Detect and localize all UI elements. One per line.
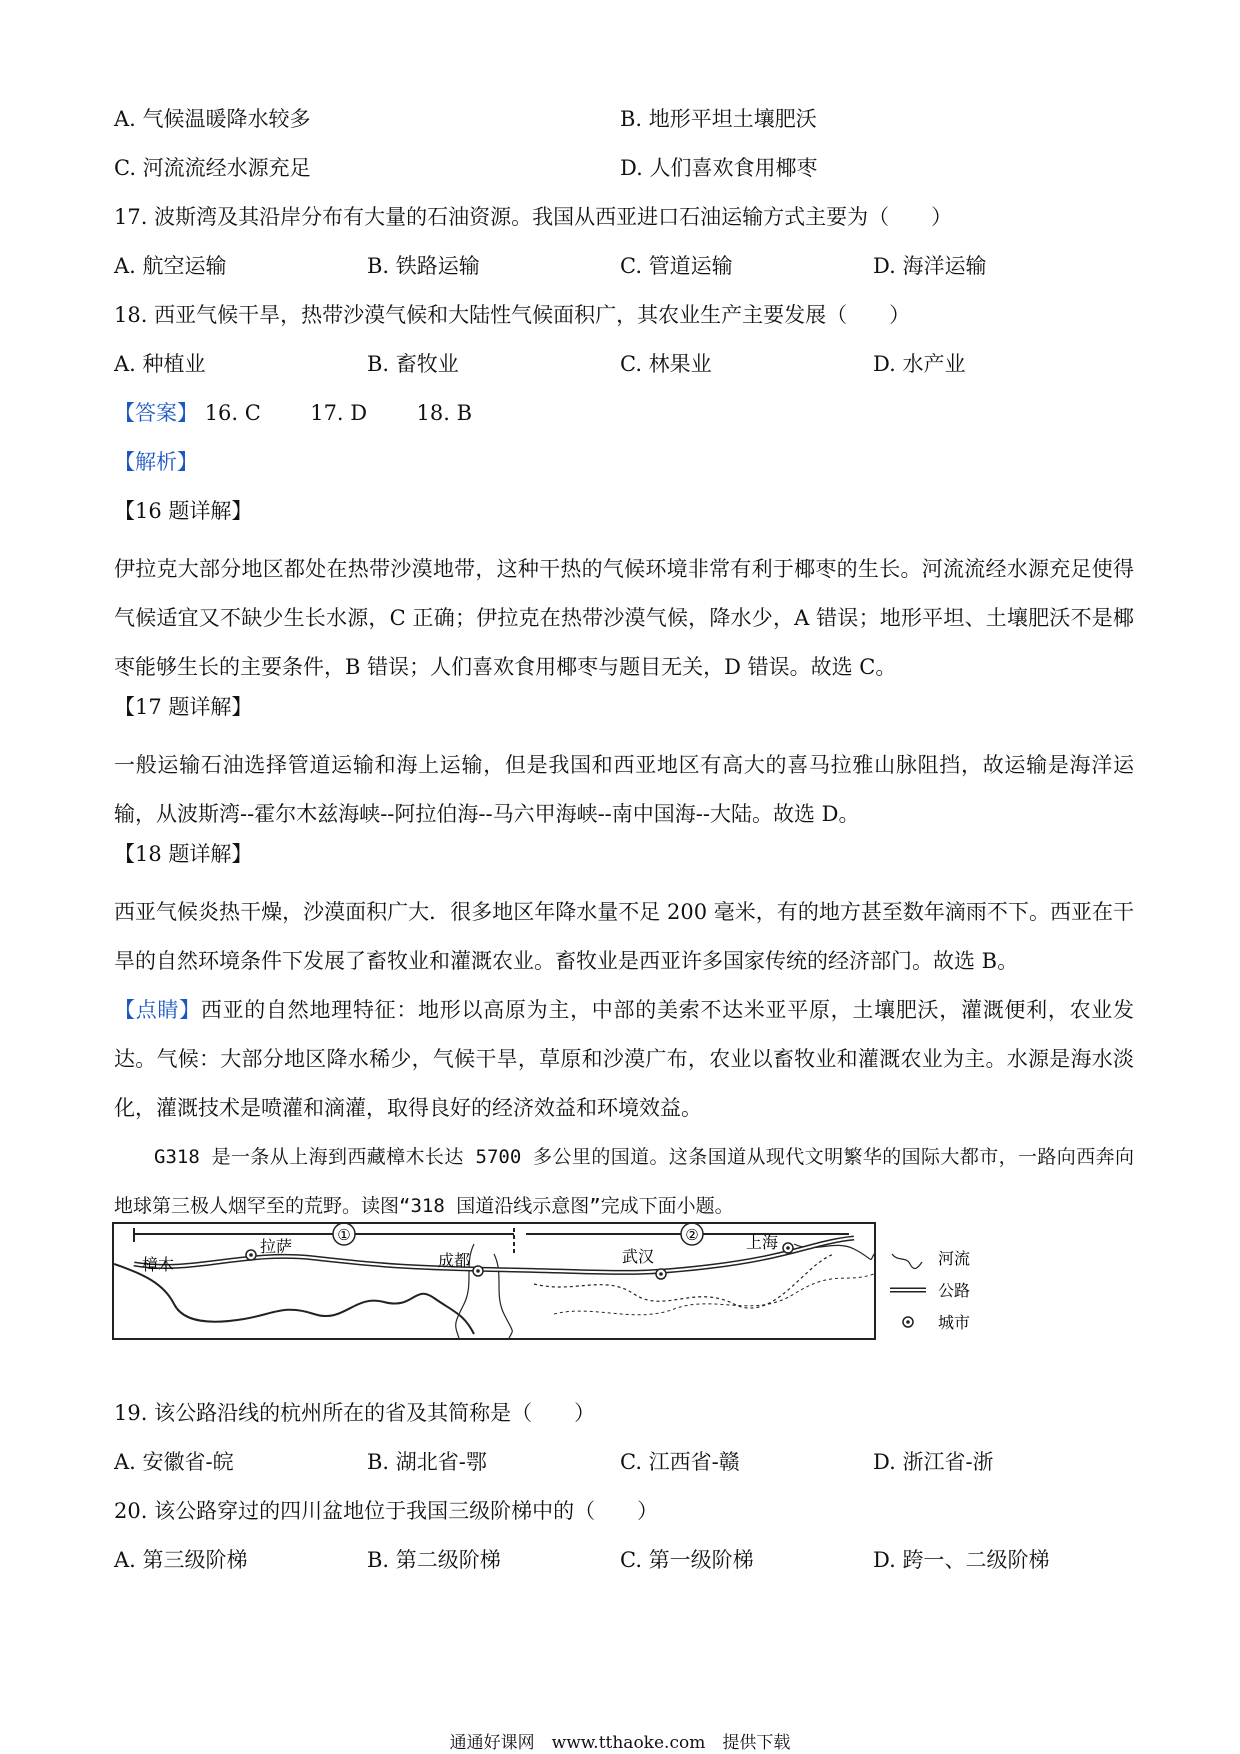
q20-stem: 20. 该公路穿过的四川盆地位于我国三级阶梯中的（ ） [114,1499,659,1523]
city-shanghai [746,1233,793,1253]
q16-option-a: A. 气候温暖降水较多 [114,107,311,131]
legend-city-label: 城市 [938,1313,971,1332]
q19-stem: 19. 该公路沿线的杭州所在的省及其简称是（ ） [114,1401,596,1425]
border-line [114,1264,474,1334]
city-lhasa-label: 拉萨 [260,1237,293,1256]
map-svg [114,1224,874,1338]
q19-option-d: D. 浙江省-浙 [873,1450,994,1474]
legend-river-label: 河流 [938,1250,971,1268]
q20-option-c: C. 第一级阶梯 [620,1548,754,1572]
detail16-text: 伊拉克大部分地区都处在热带沙漠地带，这种干热的气候环境非常有利于椰枣的生长。河流流经水源充足使得气候适宜又不缺少生长水源，C 正确；伊拉克在热带沙漠气候，降水少，A 错误；地形平坦、土壤肥沃不是椰枣能够生长的主要条件，B 错误；人们喜欢食用椰枣与题目无关，D 错误。故选 C。 [114,557,1134,679]
q17-option-c: C. 管道运输 [620,254,733,278]
q17-option-d: D. 海洋运输 [873,254,987,278]
q19-option-c: C. 江西省-赣 [620,1450,740,1474]
q20-option-d: D. 跨一、二级阶梯 [873,1548,1050,1572]
segment-2-label: ② [685,1226,699,1244]
dianjing-tag: 【点睛】 [114,998,201,1022]
answer-tag: 【答案】 [114,401,198,425]
city-chengdu [438,1251,483,1276]
page-footer: 通通好课网 www.tthaoke.com 提供下载 [449,1733,791,1753]
city-zhangmu-label: 樟木 [142,1255,175,1274]
q16-option-b: B. 地形平坦土壤肥沃 [620,107,817,131]
dianjing-text: 西亚的自然地理特征：地形以高原为主，中部的美索不达米亚平原，土壤肥沃，灌溉便利，农业发达。气候：大部分地区降水稀少，气候干旱，草原和沙漠广布，农业以畜牧业和灌溉农业为主。水源是海水淡化，灌溉技术是喷灌和滴灌，取得良好的经济效益和环境效益。 [114,998,1135,1120]
q18-option-d: D. 水产业 [873,352,966,376]
detail16-heading: 【16 题详解】 [114,499,253,523]
legend-river-icon [892,1254,922,1268]
detail17-text: 一般运输石油选择管道运输和海上运输，但是我国和西亚地区有高大的喜马拉雅山脉阻挡，故运输是海洋运输，从波斯湾--霍尔木兹海峡--阿拉伯海--马六甲海峡--南中国海--大陆。故选 D。 [114,753,1134,826]
answer-16: 16. C [204,401,261,425]
q18-option-b: B. 畜牧业 [367,352,459,376]
legend-road-label: 公路 [938,1281,971,1300]
passage-text: G318 是一条从上海到西藏樟木长达 5700 多公里的国道。这条国道从现代文明繁华的国际大都市，一路向西奔向地球第三极人烟罕至的荒野。读图“318 国道沿线示意图”完成下面小题。 [114,1146,1134,1217]
q18-option-c: C. 林果业 [620,352,712,376]
city-chengdu-label: 成都 [438,1251,471,1270]
route-318-map [112,1222,876,1340]
q20-option-b: B. 第二级阶梯 [367,1548,501,1572]
q18-option-a: A. 种植业 [114,352,206,376]
q19-option-a: A. 安徽省-皖 [114,1450,234,1474]
map-legend [888,1250,1018,1340]
q18-stem: 18. 西亚气候干旱，热带沙漠气候和大陆性气候面积广，其农业生产主要发展（ ） [114,303,911,327]
city-wuhan-label: 武汉 [622,1247,655,1266]
detail17-heading: 【17 题详解】 [114,695,253,719]
answer-line [114,398,472,428]
q17-option-a: A. 航空运输 [114,254,227,278]
dianjing [114,986,1134,1133]
answer-17: 17. D [310,401,368,425]
q19-option-b: B. 湖北省-鄂 [367,1450,487,1474]
detail18-heading: 【18 题详解】 [114,842,253,866]
q17-stem: 17. 波斯湾及其沿岸分布有大量的石油资源。我国从西亚进口石油运输方式主要为（ ） [114,205,953,229]
city-zhangmu [142,1255,174,1274]
answer-18: 18. B [416,401,473,425]
segment-1-label: ① [337,1226,351,1244]
q16-option-d: D. 人们喜欢食用椰枣 [620,156,818,180]
detail18-text: 西亚气候炎热干燥，沙漠面积广大．很多地区年降水量不足 200 毫米，有的地方甚至数年滴雨不下。西亚在干旱的自然环境条件下发展了畜牧业和灌溉农业。畜牧业是西亚许多国家传统的经济部门。故选 B。 [114,900,1134,973]
city-shanghai-label: 上海 [746,1233,779,1252]
analysis-tag: 【解析】 [114,450,198,474]
q17-option-b: B. 铁路运输 [367,254,480,278]
q20-option-a: A. 第三级阶梯 [114,1548,248,1572]
q16-option-c: C. 河流流经水源充足 [114,156,311,180]
